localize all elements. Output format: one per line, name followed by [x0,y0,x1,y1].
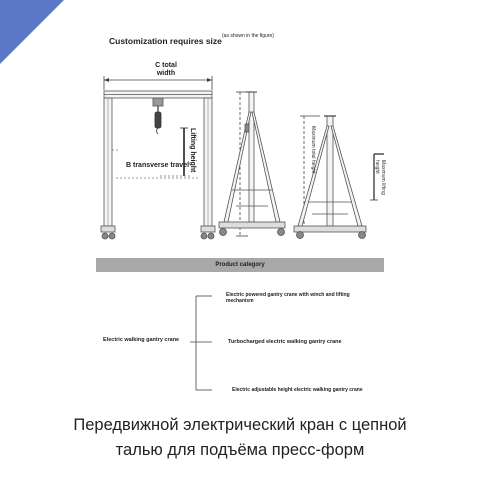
side-view-2-drawing [294,116,384,239]
category-root: Electric walking gantry crane [103,337,180,343]
product-category-bar [96,258,384,272]
category-tree-lines [190,296,212,390]
max-lifting-height-label: Maximum lifting height [374,160,386,195]
transverse-travel-label: B transverse travel [126,162,190,169]
diagram-title-note: (as shown in the figure) [222,33,274,39]
product-category-label: Product category [215,262,265,268]
side-view-drawing [219,92,285,236]
caption-line-1: Передвижной электрический кран с цепной [73,416,407,434]
max-total-height-label: Maximum total height [310,126,316,174]
category-item: Turbocharged electric walking gantry crane [228,339,342,345]
category-item: Electric powered gantry crane with winch and lifting mechanism [226,292,350,304]
category-item: Electric adjustable height electric walking gantry crane [232,387,363,393]
lifting-height-label: Lifting height [189,128,196,173]
caption-line-2: талью для подъёма пресс-форм [115,441,365,459]
product-caption [0,413,480,463]
diagram-title: Customization requires size [109,36,222,46]
width-label: C total width [155,62,177,77]
front-view-drawing [101,76,215,239]
